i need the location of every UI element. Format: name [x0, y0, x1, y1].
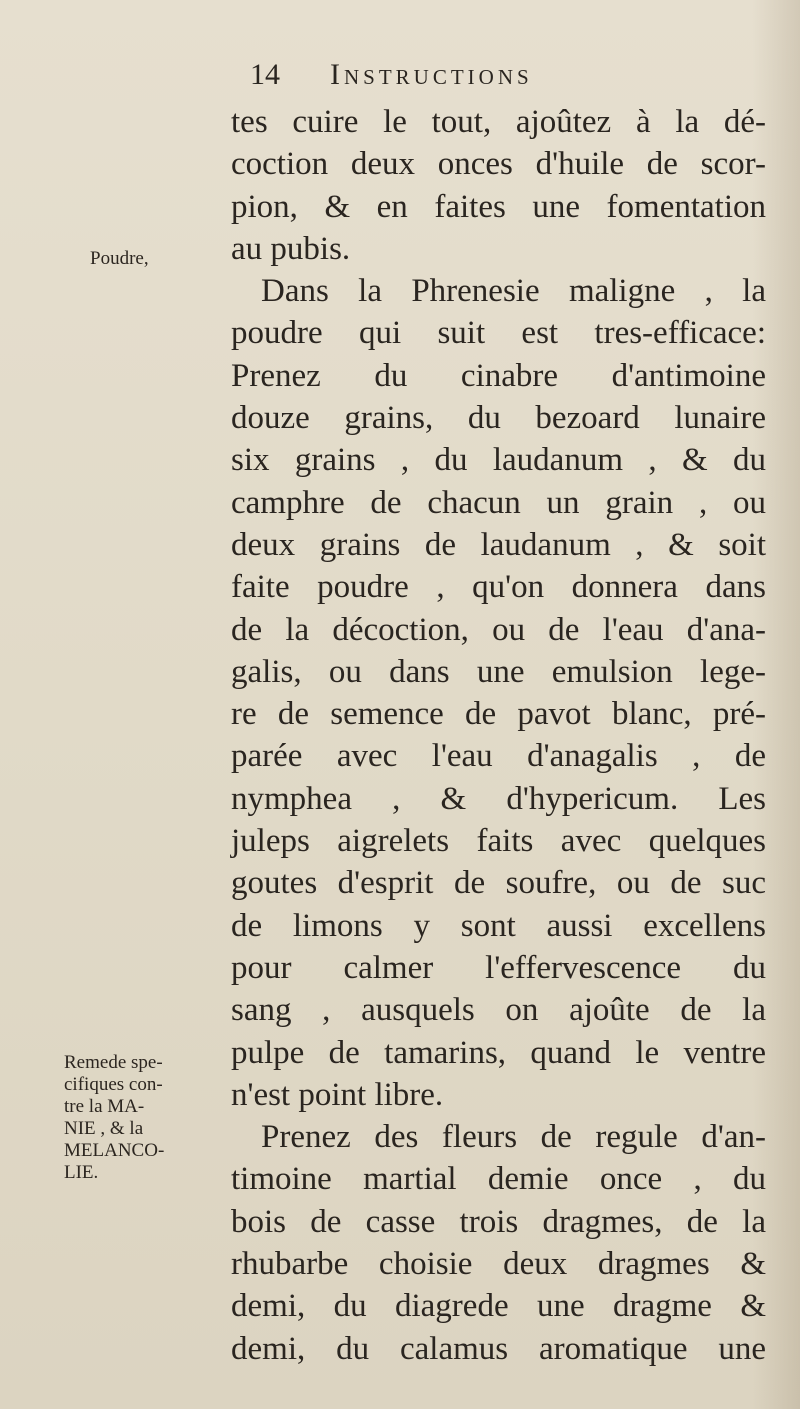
text-line: pour calmer l'effervescence du [231, 949, 766, 986]
text-line: faite poudre , qu'on donnera dans [231, 569, 766, 606]
margin-note-poudre: Poudre, [90, 248, 149, 269]
text-line: juleps aigrelets faits avec quelques [231, 823, 766, 860]
text-line: demi, du diagrede une dragme & [231, 1288, 766, 1325]
text-line: poudre qui suit est tres-efficace: [231, 315, 766, 352]
margin-note-line: tre la MA- [64, 1096, 145, 1117]
text-line: coction deux onces d'huile de scor- [231, 146, 766, 183]
text-line: pulpe de tamarins, quand le ventre [231, 1034, 766, 1071]
text-line: Prenez du cinabre d'antimoine [231, 357, 766, 394]
margin-note-line: cifiques con- [64, 1074, 163, 1095]
text-line: n'est point libre. [231, 1076, 444, 1113]
text-line: Dans la Phrenesie maligne , la [261, 273, 766, 310]
body-text [231, 101, 766, 1370]
page-header [250, 58, 533, 98]
text-line: de limons y sont aussi excellens [231, 907, 766, 944]
text-line: bois de casse trois dragmes, de la [231, 1203, 766, 1240]
margin-note-line: Remede spe- [64, 1052, 163, 1073]
text-line: rhubarbe choisie deux dragmes & [231, 1246, 766, 1283]
text-line: douze grains, du bezoard lunaire [231, 400, 766, 437]
text-line: parée avec l'eau d'anagalis , de [231, 738, 766, 775]
text-line: six grains , du laudanum , & du [231, 442, 766, 479]
text-line: au pubis. [231, 230, 351, 267]
text-line: deux grains de laudanum , & soit [231, 526, 766, 563]
text-line: goutes d'esprit de soufre, ou de suc [231, 865, 766, 902]
text-line: de la décoction, ou de l'eau d'ana- [231, 611, 766, 648]
page-number: 14 [250, 58, 280, 91]
text-line: tes cuire le tout, ajoûtez à la dé- [231, 104, 766, 140]
text-line: pion, & en faites une fomentation [231, 188, 766, 225]
margin-note-line: NIE , & la [64, 1118, 144, 1139]
text-line: sang , ausquels on ajoûte de la [231, 992, 766, 1029]
text-line: camphre de chacun un grain , ou [231, 484, 766, 521]
text-line: Prenez des fleurs de regule d'an- [261, 1119, 766, 1156]
text-line: timoine martial demie once , du [231, 1161, 766, 1198]
margin-note-line: LIE. [64, 1162, 99, 1183]
text-line: re de semence de pavot blanc, pré- [231, 696, 766, 733]
text-line: nymphea , & d'hypericum. Les [231, 780, 766, 817]
margin-note-line: MELANCO- [64, 1140, 165, 1161]
margin-note-remede [64, 1052, 224, 1184]
text-line: demi, du calamus aromatique une [231, 1330, 766, 1367]
text-line: galis, ou dans une emulsion lege- [231, 653, 766, 690]
running-title: Instructions [330, 58, 533, 91]
